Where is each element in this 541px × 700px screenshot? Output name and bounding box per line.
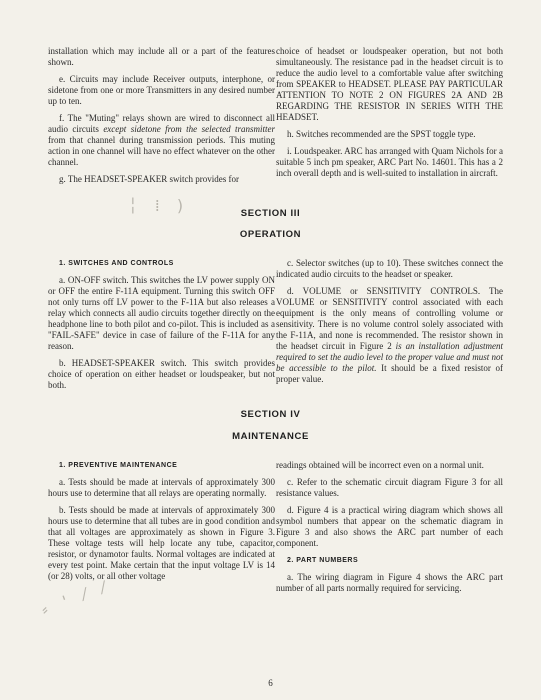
- scan-smudge-mark: ╎ ⁞ ): [128, 196, 190, 215]
- intro-left-column: [48, 46, 275, 191]
- operation-right-column: [276, 258, 503, 391]
- section-title: SECTION III: [240, 208, 301, 219]
- paragraph: installation which may include all or a part of the features shown.: [48, 46, 275, 67]
- paragraph: c. Refer to the schematic circuit diagram Figure 3 for all resistance values.: [276, 477, 503, 498]
- maintenance-right-column: [276, 460, 503, 600]
- section-title: SECTION IV: [240, 409, 301, 420]
- section-subtitle: OPERATION: [239, 229, 302, 240]
- intro-right-column: [276, 46, 503, 185]
- maintenance-left-column: [48, 460, 275, 588]
- paragraph: a. The wiring diagram in Figure 4 shows the ARC part number of all parts normally required for servicing.: [276, 572, 503, 593]
- paragraph: d. Figure 4 is a practical wiring diagram which shows all symbol numbers that appear on the schematic diagram in Figure 3 and also shows the ARC part number of each component.: [276, 505, 503, 548]
- paragraph: a. ON-OFF switch. This switches the LV power supply ON or OFF the entire F-11A equipment. Turning this switch OFF not only turns off LV power to the F-11A but also releases a relay which connects all audio circuits together directly on the headphone line to both pilot and co-pilot. This is included as a "FAIL-SAFE" device in case of failure of the F-11A for any reason.: [48, 275, 275, 351]
- subsection-heading: 1. SWITCHES AND CONTROLS: [59, 260, 174, 267]
- text-run: It should be a fixed resistor of proper value.: [276, 363, 503, 384]
- operation-left-column: [48, 258, 275, 397]
- paragraph: [48, 113, 275, 168]
- text-run: d. VOLUME or SENSITIVITY CONTROLS. The VOLUME or SENSITIVITY control associated with each equipment is the only means of controlling volume or sensitivity. There is no volume control solely associated with the F-11A, and none is recommended. The resistor shown in the headset circuit in Figure 2: [276, 286, 503, 351]
- text-run: from that channel during transmission periods. This muting action in one channel will have no effect whatever on the other channel.: [48, 135, 275, 167]
- paragraph: b. Tests should be made at intervals of approximately 300 hours use to determine that all tubes are in good condition and that all voltages are approximately as shown in Figure 3. These voltage tests will help locate any tube, capacitor, resistor, or dynamotor faults. Normal voltages are indicated at every test point. Make certain that the input voltage LV is 14 (or 28) volts, or all other voltage: [48, 505, 275, 581]
- paragraph: h. Switches recommended are the SPST toggle type.: [287, 129, 476, 139]
- italic-text-run: is an installation adjustment required to set the audio level to the proper value and must not be accessible to the pilot.: [276, 341, 504, 373]
- paragraph: c. Selector switches (up to 10). These switches connect the indicated audio circuits to the headset or speaker.: [276, 258, 503, 279]
- paragraph: choice of headset or loudspeaker operation, but not both simultaneously. The resistance pad in the headset circuit is to reduce the audio level to a comfortable value after switching from SPEAKER to HEADSET. PLEASE PAY PARTICULAR ATTENTION TO NOTE 2 ON FIGURES 2A AND 2B REGARDING THE RESISTOR IN SERIES WITH THE HEADSET.: [276, 46, 503, 122]
- subsection-heading: 1. PREVENTIVE MAINTENANCE: [59, 462, 178, 469]
- paragraph: e. Circuits may include Receiver outputs, interphone, or sidetone from one or more Transmitters in any desired number up to ten.: [48, 74, 275, 106]
- paragraph: g. The HEADSET-SPEAKER switch provides for: [59, 174, 239, 184]
- subsection-heading: 2. PART NUMBERS: [287, 557, 359, 564]
- scan-smudge-mark: ⸗ ' ⁄ ⁄: [38, 576, 114, 619]
- paragraph: i. Loudspeaker. ARC has arranged with Quam Nichols for a suitable 5 inch pm speaker, ARC Part No. 14601. This has a 2 inch overall depth and is well-suited to installation in aircraft.: [276, 146, 503, 178]
- page-number: 6: [268, 678, 273, 688]
- paragraph: b. HEADSET-SPEAKER switch. This switch provides choice of operation on either headset or loudspeaker, but not both.: [48, 358, 275, 390]
- italic-text-run: except sidetone from the selected transmitter: [103, 124, 275, 134]
- paragraph: readings obtained will be incorrect even on a normal unit.: [276, 460, 484, 470]
- section-subtitle: MAINTENANCE: [232, 431, 309, 442]
- text-run: f. The "Muting" relays shown are wired to disconnect all audio circuits: [48, 113, 275, 134]
- paragraph: [276, 286, 503, 385]
- paragraph: a. Tests should be made at intervals of approximately 300 hours use to determine that all relays are operating normally.: [48, 477, 275, 498]
